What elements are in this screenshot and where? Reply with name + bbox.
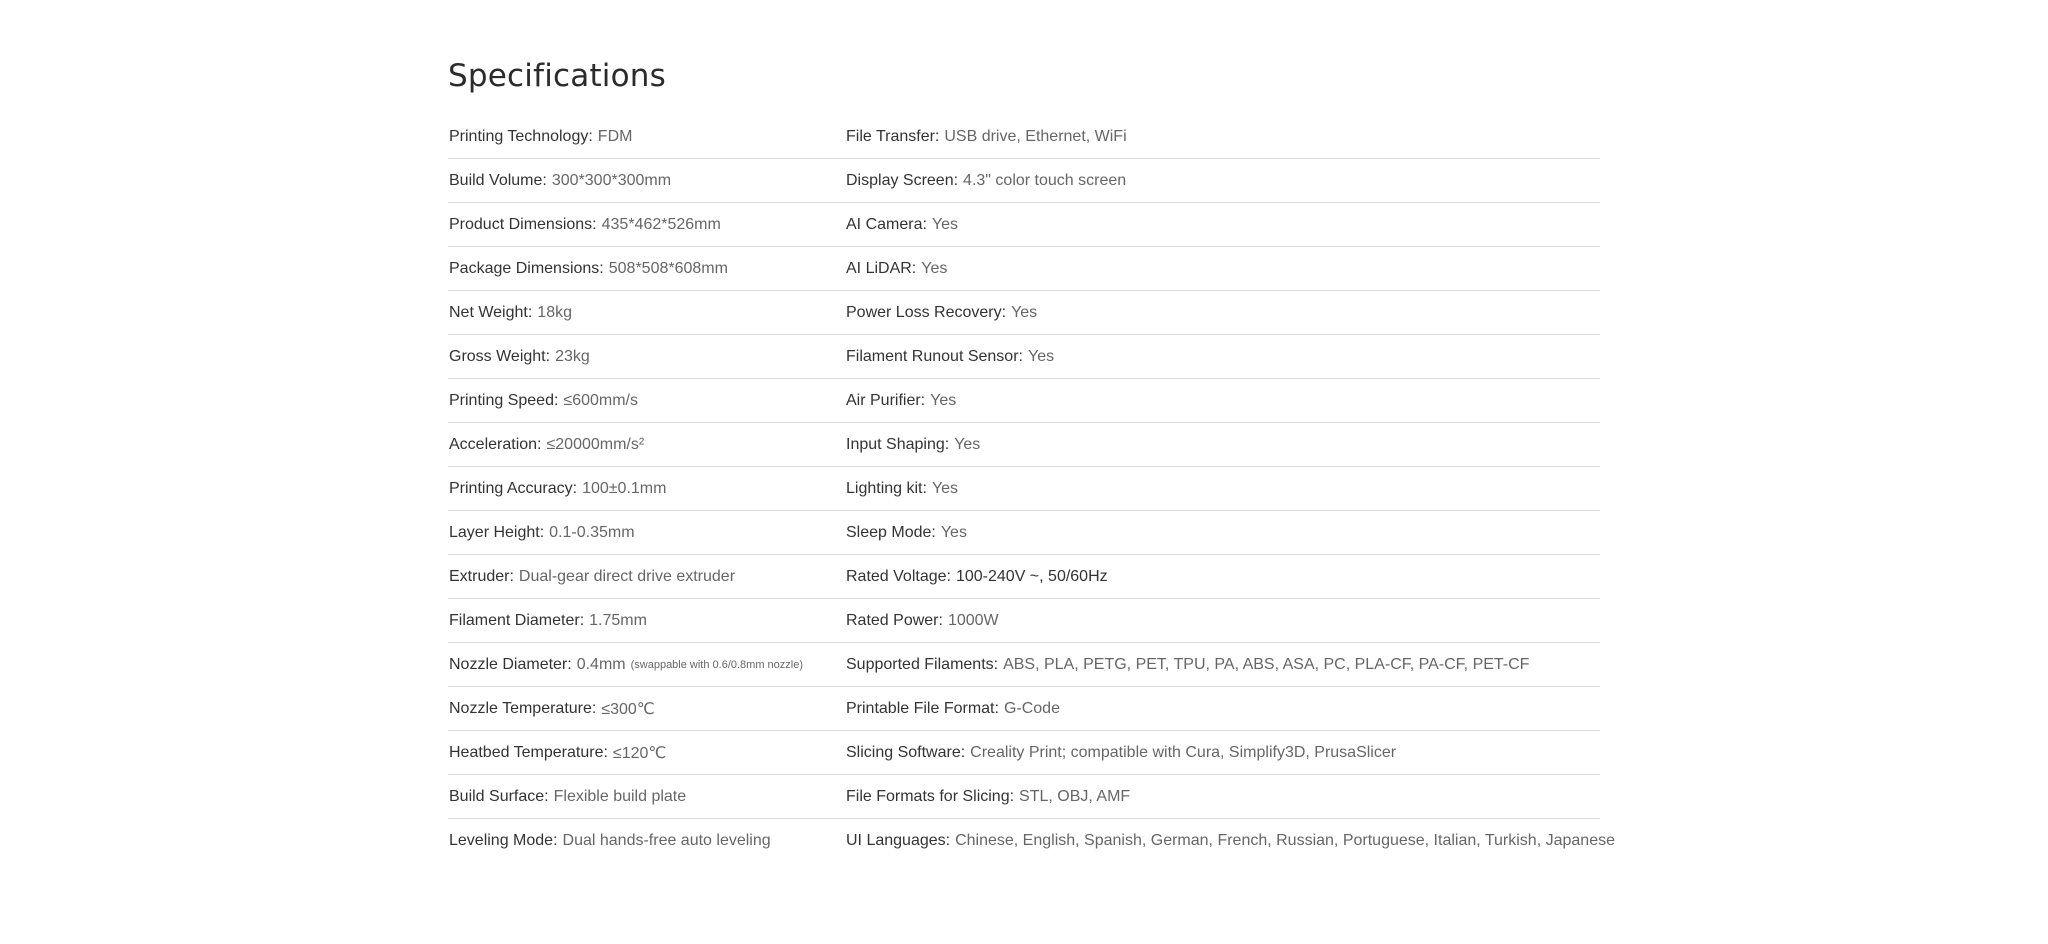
spec-label: Nozzle Diameter: [449, 655, 572, 673]
spec-item [448, 203, 845, 247]
spec-item [448, 643, 845, 687]
spec-value: FDM [597, 127, 633, 145]
spec-note: (swappable with 0.6/0.8mm nozzle) [630, 658, 804, 671]
spec-value: Yes [940, 523, 967, 541]
spec-value: 1.75mm [589, 611, 647, 629]
spec-value: 100±0.1mm [582, 479, 667, 497]
spec-value: Yes [931, 215, 959, 233]
spec-label: Acceleration: [449, 435, 542, 453]
spec-value: Yes [1011, 303, 1038, 321]
spec-value: STL, OBJ, AMF [1019, 787, 1131, 805]
spec-value: 435*462*526mm [601, 215, 721, 233]
spec-item [845, 687, 1600, 731]
spec-value: ABS, PLA, PETG, PET, TPU, PA, ABS, ASA, PC, PLA-CF, PA-CF, PET-CF [1003, 655, 1530, 673]
spec-item [845, 819, 1615, 863]
spec-item [845, 599, 1600, 643]
spec-item [448, 599, 845, 643]
spec-item [448, 115, 845, 159]
spec-value: 508*508*608mm [608, 259, 728, 277]
spec-value: 300*300*300mm [551, 171, 672, 189]
spec-item [448, 775, 845, 819]
spec-label: File Transfer: [846, 127, 940, 145]
spec-item [845, 291, 1600, 335]
spec-label: Gross Weight: [449, 347, 551, 365]
spec-value: 0.4mm [576, 655, 626, 673]
spec-value: 0.1-0.35mm [549, 523, 635, 541]
spec-value: ≤300℃ [601, 700, 655, 718]
spec-item [845, 467, 1600, 511]
spec-label: Extruder: [449, 567, 514, 585]
spec-item [845, 423, 1600, 467]
spec-label: Leveling Mode: [449, 832, 558, 849]
spec-label: UI Languages: [846, 832, 951, 849]
spec-label: Printing Speed: [449, 391, 559, 409]
spec-label: Printing Accuracy: [449, 479, 578, 497]
spec-item [448, 555, 845, 599]
spec-item [845, 731, 1600, 775]
spec-label: Slicing Software: [846, 743, 966, 761]
spec-label: Input Shaping: [846, 435, 950, 453]
spec-item [845, 115, 1600, 159]
spec-item [448, 467, 845, 511]
spec-table [448, 115, 1615, 863]
spec-item [448, 511, 845, 555]
spec-value: 4.3" color touch screen [963, 171, 1127, 189]
spec-item [448, 379, 845, 423]
spec-value: Dual hands-free auto leveling [562, 832, 771, 849]
spec-label: Package Dimensions: [449, 259, 604, 277]
spec-label: Printable File Format: [846, 699, 999, 717]
spec-label: Rated Power: [846, 611, 943, 629]
spec-item [845, 643, 1600, 687]
spec-item [448, 159, 845, 203]
spec-item [845, 379, 1600, 423]
spec-label: Sleep Mode: [846, 523, 936, 541]
spec-value: Flexible build plate [553, 787, 687, 805]
spec-item [845, 335, 1600, 379]
spec-label: File Formats for Slicing: [846, 787, 1015, 805]
specifications-section [448, 52, 1615, 863]
spec-item [845, 159, 1600, 203]
spec-label: Product Dimensions: [449, 215, 597, 233]
spec-value: ≤600mm/s [563, 391, 638, 409]
spec-label: AI Camera: [846, 215, 927, 233]
spec-label: Supported Filaments: [846, 655, 999, 673]
spec-item [845, 247, 1600, 291]
spec-label: Rated Voltage: [846, 567, 951, 585]
spec-value: 23kg [555, 347, 590, 365]
page-title: Specifications [448, 58, 666, 94]
spec-item [845, 511, 1600, 555]
spec-value: ≤120℃ [612, 744, 667, 762]
spec-value: Yes [1027, 347, 1055, 365]
spec-value: Yes [931, 479, 959, 497]
spec-item [845, 775, 1600, 819]
spec-label: Power Loss Recovery: [846, 303, 1007, 321]
spec-label: Printing Technology: [449, 127, 593, 145]
spec-value: 100-240V ~, 50/60Hz [955, 567, 1108, 585]
spec-label: Heatbed Temperature: [449, 743, 608, 761]
spec-label: Filament Diameter: [449, 611, 585, 629]
spec-value: Dual-gear direct drive extruder [518, 567, 736, 585]
spec-item [845, 203, 1600, 247]
spec-value: Yes [921, 259, 948, 277]
spec-value: 18kg [537, 303, 572, 321]
spec-item [448, 731, 845, 775]
spec-value: 1000W [947, 611, 999, 629]
spec-label: Filament Runout Sensor: [846, 347, 1023, 365]
spec-value: ≤20000mm/s² [546, 435, 645, 453]
spec-label: Nozzle Temperature: [449, 699, 597, 717]
spec-item [448, 819, 845, 863]
spec-value: Creality Print; compatible with Cura, Simplify3D, PrusaSlicer [970, 743, 1397, 761]
spec-item [448, 687, 845, 731]
spec-label: Layer Height: [449, 523, 545, 541]
spec-item [845, 555, 1600, 599]
spec-item [448, 335, 845, 379]
spec-value: USB drive, Ethernet, WiFi [944, 127, 1127, 145]
spec-label: Build Volume: [449, 171, 547, 189]
spec-label: AI LiDAR: [846, 259, 917, 277]
spec-item [448, 423, 845, 467]
spec-value: Chinese, English, Spanish, German, French, Russian, Portuguese, Italian, Turkish, Japanese [955, 832, 1615, 849]
spec-label: Build Surface: [449, 787, 549, 805]
spec-label: Lighting kit: [846, 479, 927, 497]
spec-label: Air Purifier: [846, 391, 926, 409]
spec-item [448, 247, 845, 291]
spec-value: Yes [954, 435, 981, 453]
spec-item [448, 291, 845, 335]
spec-value: Yes [930, 391, 957, 409]
spec-label: Net Weight: [449, 303, 533, 321]
spec-label: Display Screen: [846, 171, 959, 189]
spec-value: G-Code [1003, 699, 1060, 717]
